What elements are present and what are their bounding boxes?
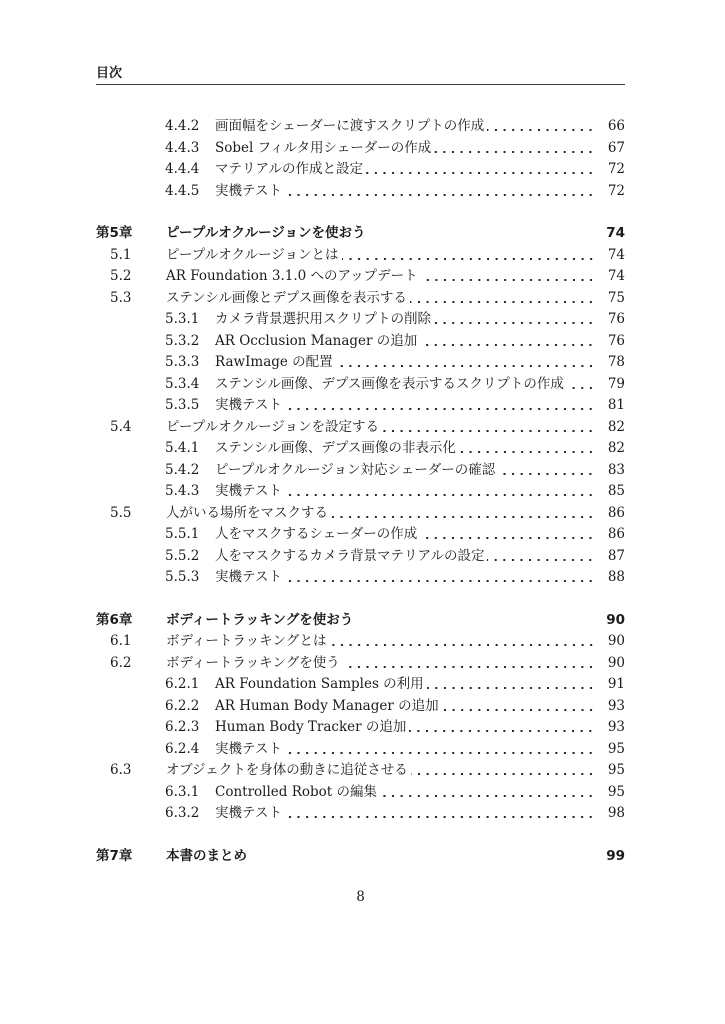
- dot-leader: [498, 460, 596, 482]
- toc-entry-page: 95: [607, 783, 625, 800]
- toc-list: [96, 116, 625, 867]
- dot-leader: [285, 481, 596, 503]
- toc-entry-number: 5.1: [110, 246, 132, 263]
- dot-leader: [380, 782, 596, 804]
- toc-entry-number: 6.2: [110, 654, 132, 671]
- dot-leader: [342, 245, 596, 267]
- dot-leader: [285, 395, 596, 417]
- toc-entry[interactable]: [96, 567, 625, 589]
- toc-entry-title: ボディートラッキングとは: [166, 633, 327, 649]
- toc-entry-page: 81: [607, 397, 625, 413]
- toc-entry-title: 人をマスクするカメラ背景マテリアルの設定: [215, 547, 485, 564]
- toc-entry[interactable]: [96, 159, 625, 181]
- toc-entry-page: 93: [607, 697, 625, 714]
- toc-entry-page: 88: [607, 569, 625, 585]
- toc-entry-page: 90: [607, 633, 625, 649]
- toc-entry-page: 90: [606, 611, 625, 628]
- toc-entry[interactable]: [96, 481, 625, 503]
- toc-entry[interactable]: [96, 352, 625, 374]
- dot-leader: [487, 546, 596, 568]
- toc-entry-number: 5.3: [110, 289, 132, 306]
- footer-page-number: 8: [356, 889, 365, 905]
- toc-entry-page: 74: [607, 268, 625, 284]
- toc-entry-number: 5.5.2: [165, 547, 200, 564]
- toc-entry[interactable]: [96, 610, 625, 632]
- toc-entry-title: 実機テスト: [215, 397, 282, 413]
- toc-entry-page: 99: [606, 847, 625, 864]
- toc-entry-number: 5.2: [110, 268, 132, 284]
- toc-entry[interactable]: [96, 309, 625, 331]
- toc-entry-page: 74: [607, 246, 625, 263]
- dot-leader: [285, 803, 596, 825]
- toc-entry-title: 本書のまとめ: [166, 847, 247, 864]
- toc-entry-number: 第5章: [96, 225, 133, 241]
- toc-entry-number: 6.2.3: [165, 719, 200, 735]
- toc-entry[interactable]: [96, 760, 625, 782]
- dot-leader: [434, 309, 596, 331]
- dot-leader: [369, 223, 596, 245]
- toc-entry-page: 76: [607, 311, 625, 327]
- toc-entry-page: 76: [607, 332, 625, 349]
- toc-entry-title: AR Foundation Samples の利用: [215, 676, 424, 692]
- toc-entry[interactable]: [96, 245, 625, 267]
- toc-entry-number: 5.3.4: [165, 375, 200, 392]
- toc-entry-page: 82: [607, 440, 625, 456]
- toc-entry-page: 82: [607, 418, 625, 435]
- toc-entry-number: 5.4.2: [165, 461, 200, 478]
- toc-entry[interactable]: [96, 288, 625, 310]
- toc-entry-number: 第7章: [96, 847, 133, 864]
- toc-entry[interactable]: [96, 782, 625, 804]
- toc-entry-title: 実機テスト: [215, 182, 282, 199]
- toc-entry[interactable]: [96, 674, 625, 696]
- toc-entry-title: ステンシル画像、デプス画像を表示するスクリプトの作成: [215, 375, 564, 392]
- dot-leader: [567, 374, 596, 396]
- toc-entry[interactable]: [96, 846, 625, 868]
- toc-entry-number: 4.4.4: [165, 161, 200, 177]
- toc-entry-number: 5.5.3: [165, 569, 200, 585]
- toc-entry[interactable]: [96, 524, 625, 546]
- toc-entry-number: 5.3.5: [165, 397, 200, 413]
- dot-leader: [411, 760, 596, 782]
- toc-entry[interactable]: [96, 631, 625, 653]
- toc-entry-title: カメラ背景選択用スクリプトの削除: [215, 311, 431, 327]
- toc-entry-number: 5.4: [110, 418, 132, 435]
- toc-entry-title: Controlled Robot の編集: [215, 783, 377, 800]
- toc-entry-number: 5.3.2: [165, 332, 200, 349]
- toc-entry-page: 98: [607, 805, 625, 821]
- dot-leader: [330, 631, 596, 653]
- toc-entry[interactable]: [96, 803, 625, 825]
- toc-entry[interactable]: [96, 266, 625, 288]
- toc-entry-page: 74: [606, 225, 625, 241]
- dot-leader: [409, 717, 596, 739]
- toc-entry-title: 実機テスト: [215, 483, 282, 499]
- toc-entry-page: 85: [607, 483, 625, 499]
- toc-entry-title: AR Occlusion Manager の追加: [215, 332, 418, 349]
- dot-leader: [427, 674, 596, 696]
- toc-entry-number: 4.4.5: [165, 182, 200, 199]
- dot-leader: [420, 524, 596, 546]
- toc-entry-title: 実機テスト: [215, 740, 282, 757]
- toc-entry-number: 第6章: [96, 611, 133, 628]
- toc-entry-page: 67: [607, 139, 625, 156]
- toc-entry-title: 人がいる場所をマスクする: [166, 504, 328, 521]
- toc-entry-number: 6.3.1: [165, 783, 200, 800]
- toc-entry-number: 6.1: [110, 633, 132, 649]
- toc-entry-page: 87: [607, 547, 625, 564]
- toc-entry-title: ピープルオクルージョンを設定する: [166, 418, 380, 435]
- dot-leader: [487, 116, 596, 138]
- toc-entry-number: 6.3: [110, 762, 132, 778]
- toc-entry[interactable]: [96, 717, 625, 739]
- toc-entry-page: 72: [607, 161, 625, 177]
- toc-entry[interactable]: [96, 374, 625, 396]
- toc-entry-title: Sobel フィルタ用シェーダーの作成: [215, 139, 432, 156]
- running-header: [96, 66, 625, 85]
- toc-entry-title: ステンシル画像とデプス画像を表示する: [166, 289, 407, 306]
- toc-entry-title: ピープルオクルージョン対応シェーダーの確認: [215, 461, 496, 478]
- dot-leader: [285, 739, 596, 761]
- toc-entry-title: AR Foundation 3.1.0 へのアップデート: [166, 268, 418, 284]
- toc-entry[interactable]: [96, 739, 625, 761]
- toc-entry[interactable]: [96, 331, 625, 353]
- toc-entry-page: 78: [607, 354, 625, 370]
- toc-entry-page: 86: [607, 504, 625, 521]
- toc-entry[interactable]: [96, 503, 625, 525]
- dot-leader: [285, 181, 596, 203]
- toc-entry-number: 6.2.1: [165, 676, 200, 692]
- toc-entry[interactable]: [96, 395, 625, 417]
- toc-entry-page: 95: [607, 740, 625, 757]
- toc-entry-number: 5.4.1: [165, 440, 200, 456]
- toc-entry-page: 83: [607, 461, 625, 478]
- toc-entry-page: 95: [607, 762, 625, 778]
- header-title: 目次: [96, 66, 123, 81]
- toc-entry-title: ピープルオクルージョンを使おう: [166, 225, 366, 241]
- toc-entry-page: 72: [607, 182, 625, 199]
- toc-entry-title: ステンシル画像、デプス画像の非表示化: [215, 440, 456, 456]
- toc-entry-number: 6.3.2: [165, 805, 200, 821]
- toc-entry-number: 5.3.1: [165, 311, 200, 327]
- toc-entry[interactable]: [96, 116, 625, 138]
- toc-entry-title: Human Body Tracker の追加: [215, 719, 407, 735]
- page-footer: [96, 889, 625, 905]
- toc-entry[interactable]: [96, 138, 625, 160]
- toc-entry-title: 人をマスクするシェーダーの作成: [215, 526, 418, 542]
- toc-entry[interactable]: [96, 223, 625, 245]
- dot-leader: [336, 352, 596, 374]
- toc-entry-title: 画面幅をシェーダーに渡すスクリプトの作成: [215, 118, 485, 134]
- dot-leader: [421, 266, 596, 288]
- toc-entry[interactable]: [96, 696, 625, 718]
- toc-entry[interactable]: [96, 438, 625, 460]
- dot-leader: [356, 610, 596, 632]
- dot-leader: [410, 288, 596, 310]
- toc-entry-title: RawImage の配置: [215, 354, 333, 370]
- toc-entry-title: 実機テスト: [215, 805, 282, 821]
- dot-leader: [331, 503, 596, 525]
- toc-entry[interactable]: [96, 417, 625, 439]
- toc-entry[interactable]: [96, 653, 625, 675]
- toc-entry-page: 91: [607, 676, 625, 692]
- dot-leader: [366, 159, 596, 181]
- toc-entry-number: 5.5.1: [165, 526, 200, 542]
- toc-entry-number: 5.5: [110, 504, 132, 521]
- toc-entry-page: 66: [607, 118, 625, 134]
- toc-entry-number: 4.4.2: [165, 118, 200, 134]
- toc-entry-page: 79: [607, 375, 625, 392]
- toc-entry-number: 5.3.3: [165, 354, 200, 370]
- dot-leader: [250, 846, 596, 868]
- toc-entry-title: 実機テスト: [215, 569, 282, 585]
- dot-leader: [442, 696, 596, 718]
- toc-entry[interactable]: [96, 460, 625, 482]
- toc-entry-number: 4.4.3: [165, 139, 200, 156]
- toc-entry-page: 90: [607, 654, 625, 671]
- dot-leader: [343, 653, 596, 675]
- toc-entry-title: ピープルオクルージョンとは: [166, 246, 339, 263]
- toc-entry[interactable]: [96, 181, 625, 203]
- toc-entry-page: 86: [607, 526, 625, 542]
- toc-entry-title: マテリアルの作成と設定: [215, 161, 363, 177]
- toc-entry-page: 75: [607, 289, 625, 306]
- toc-entry-number: 6.2.4: [165, 740, 200, 757]
- dot-leader: [434, 138, 596, 160]
- toc-entry-number: 6.2.2: [165, 697, 200, 714]
- toc-entry-number: 5.4.3: [165, 483, 200, 499]
- dot-leader: [285, 567, 596, 589]
- toc-entry-title: ボディートラッキングを使う: [166, 654, 340, 671]
- dot-leader: [382, 417, 596, 439]
- toc-entry-title: AR Human Body Manager の追加: [215, 697, 439, 714]
- toc-entry-title: オブジェクトを身体の動きに追従させる: [166, 762, 408, 778]
- toc-entry-title: ボディートラッキングを使おう: [166, 611, 354, 628]
- dot-leader: [420, 331, 596, 353]
- dot-leader: [459, 438, 596, 460]
- toc-entry-page: 93: [607, 719, 625, 735]
- toc-entry[interactable]: [96, 546, 625, 568]
